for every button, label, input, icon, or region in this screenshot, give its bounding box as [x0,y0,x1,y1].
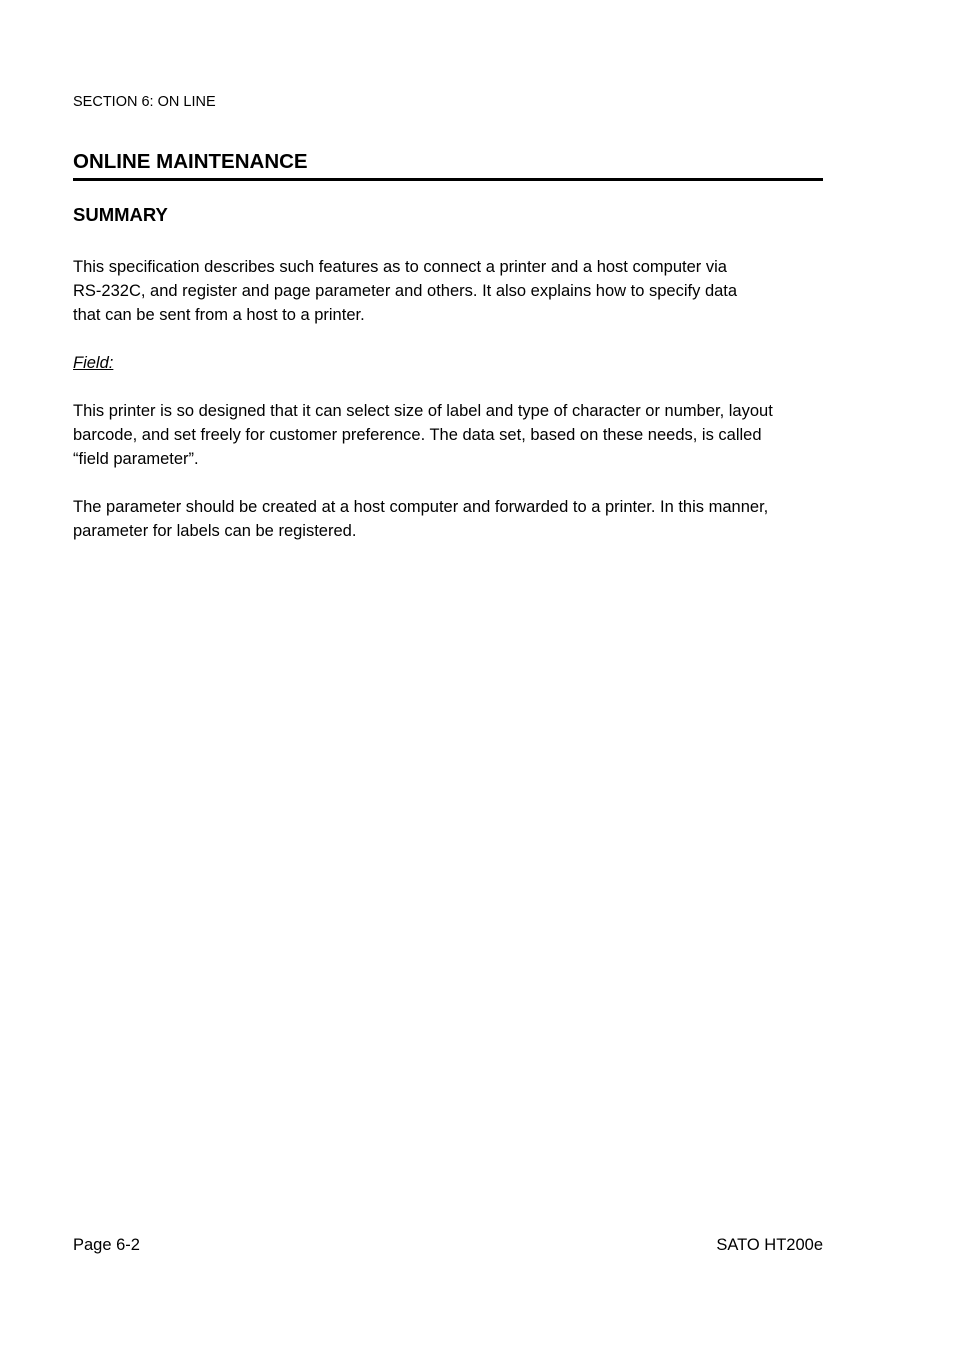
summary-line: RS-232C, and register and page parameter and others. It also explains how to specify data [73,282,738,300]
field-paragraph-2-line: parameter for labels can be registered. [73,522,357,540]
field-paragraph-2-line: The parameter should be created at a host computer and forwarded to a printer. In this manner, [73,498,769,516]
product-name: SATO HT200e [716,1236,823,1254]
page-title: ONLINE MAINTENANCE [73,150,308,173]
summary-line: This specification describes such features as to connect a printer and a host computer via [73,258,727,276]
field-paragraph-1-line: “field parameter”. [73,450,199,468]
summary-paragraph [73,255,833,327]
field-paragraph-1-line: This printer is so designed that it can select size of label and type of character or number, layout [73,402,773,420]
field-paragraph-1 [73,399,833,471]
summary-heading: SUMMARY [73,204,168,225]
field-label: Field: [73,354,114,372]
title-divider [73,178,823,181]
summary-line: that can be sent from a host to a printer. [73,306,365,324]
field-paragraph-1-line: barcode, and set freely for customer preference. The data set, based on these needs, is called [73,426,762,444]
section-header: SECTION 6: ON LINE [73,94,216,110]
field-paragraph-2 [73,495,833,543]
page-number: Page 6-2 [73,1236,140,1254]
